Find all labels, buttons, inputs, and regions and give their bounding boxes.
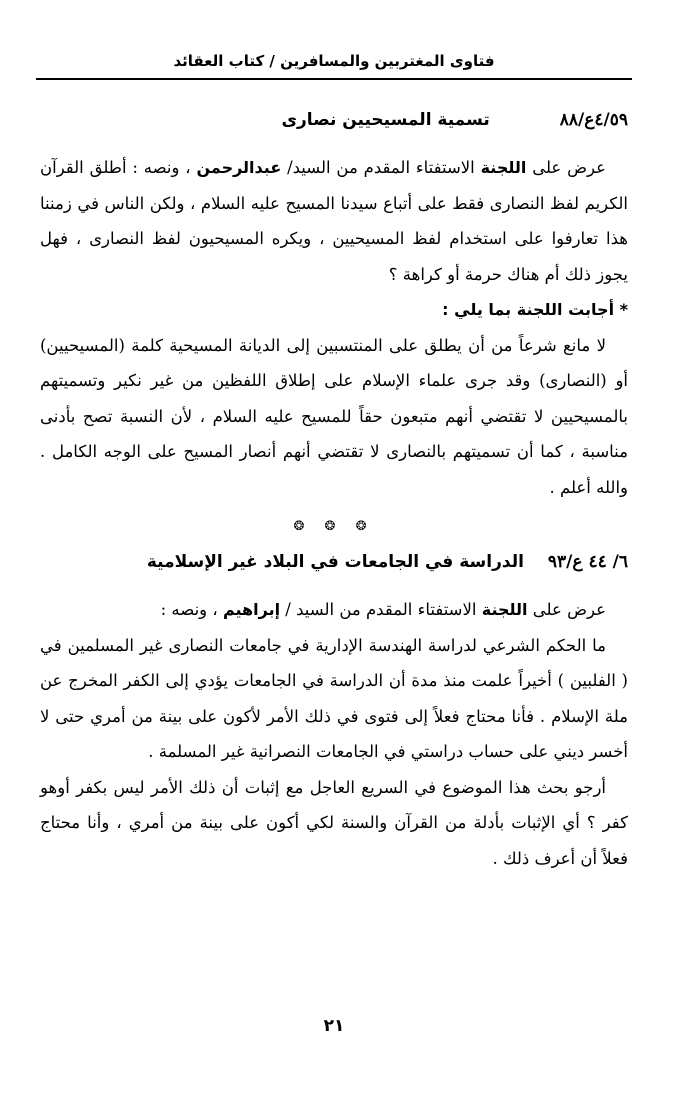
fatwa-2-question-intro (40, 592, 628, 628)
fatwa-2-question-body: ما الحكم الشرعي لدراسة الهندسة الإدارية في جامعات النصارى غير المسلمين في ( الفلبين ) أخيراً علمت منذ مدة أن الدراسة في الجامعات يؤدي إلى الكفر المخرج عن ملة الإسلام . فأنا محتاج فعلاً إلى فتوى في ذلك الأمر لأكون على بينة من أمري حتى لا أخسر ديني على حساب دراستي في الجامعات النصرانية غير المسلمة . (40, 635, 628, 761)
fatwa-1-heading (40, 110, 628, 130)
fatwa-2-title: الدراسة في الجامعات في البلاد غير الإسلامية (146, 552, 524, 572)
fatwa-2-number: ٦/ ٤٤ ع/٩٣ (547, 552, 628, 572)
fatwa-1-number: ٤/٥٩ع/٨٨ (559, 110, 628, 130)
fatwa-1-question-mid: الاستفتاء المقدم من السيد/ (281, 158, 481, 177)
fatwa-2-heading (40, 552, 628, 572)
fatwa-1-title: تسمية المسيحيين نصارى (281, 110, 490, 130)
fatwa-1-committee: اللجنة (480, 158, 527, 177)
fatwa-2-question-pre: عرض على (527, 600, 606, 619)
fatwa-2-committee: اللجنة (481, 600, 528, 619)
fatwa-1-question (40, 150, 628, 292)
header-rule (36, 78, 632, 80)
fatwa-1-answer-label: * أجابت اللجنة بما يلي : (442, 300, 628, 319)
fatwa-1-asker-name: عبدالرحمن (196, 158, 282, 177)
page-number: ٢١ (323, 1016, 345, 1036)
section-separator: ❂ ❂ ❂ (293, 519, 375, 534)
running-header: فتاوى المغتربين والمسافرين / كتاب العقائد (173, 52, 495, 70)
page-body (40, 110, 628, 876)
fatwa-1-question-pre: عرض على (526, 158, 606, 177)
fatwa-1-answer-text: لا مانع شرعاً من أن يطلق على المنتسبين إلى الديانة المسيحية كلمة (المسيحيين) أو (النصارى) وقد جرى علماء الإسلام على إطلاق اللفظين من غير نكير وتسميتهم بالمسيحيين لا تقتضي أنهم متبعون حقاً للمسيح عليه السلام ، لأن النسبة تصح بأدنى مناسبة ، كما أن تسميتهم بالنصارى لا تقتضي أنهم أنصار المسيح على الوجه الكامل . والله أعلم . (40, 335, 628, 497)
fatwa-1-question-text: ، ونصه : أطلق القرآن الكريم لفظ النصارى فقط على أتباع سيدنا المسيح عليه السلام ، ولكن الناس في زمننا هذا تعارفوا على استخدام لفظ المسيحيين ، ويكره المسيحيون لفظ النصارى ، فهل يجوز ذلك أم هناك حرمة أو كراهة ؟ (40, 158, 628, 284)
fatwa-2-question-mid: الاستفتاء المقدم من السيد / (280, 600, 482, 619)
fatwa-2-asker-name: إبراهيم (222, 600, 281, 619)
fatwa-2-question-body-2: أرجو بحث هذا الموضوع في السريع العاجل مع إثبات أن ذلك الأمر ليس بكفر أوهو كفر ؟ أي الإثبات بأدلة من القرآن والسنة لكي أكون على بينة من أمري ، وأنا محتاج فعلاً أن أعرف ذلك . (40, 777, 628, 868)
fatwa-2-question-post: ، ونصه : (160, 600, 223, 619)
